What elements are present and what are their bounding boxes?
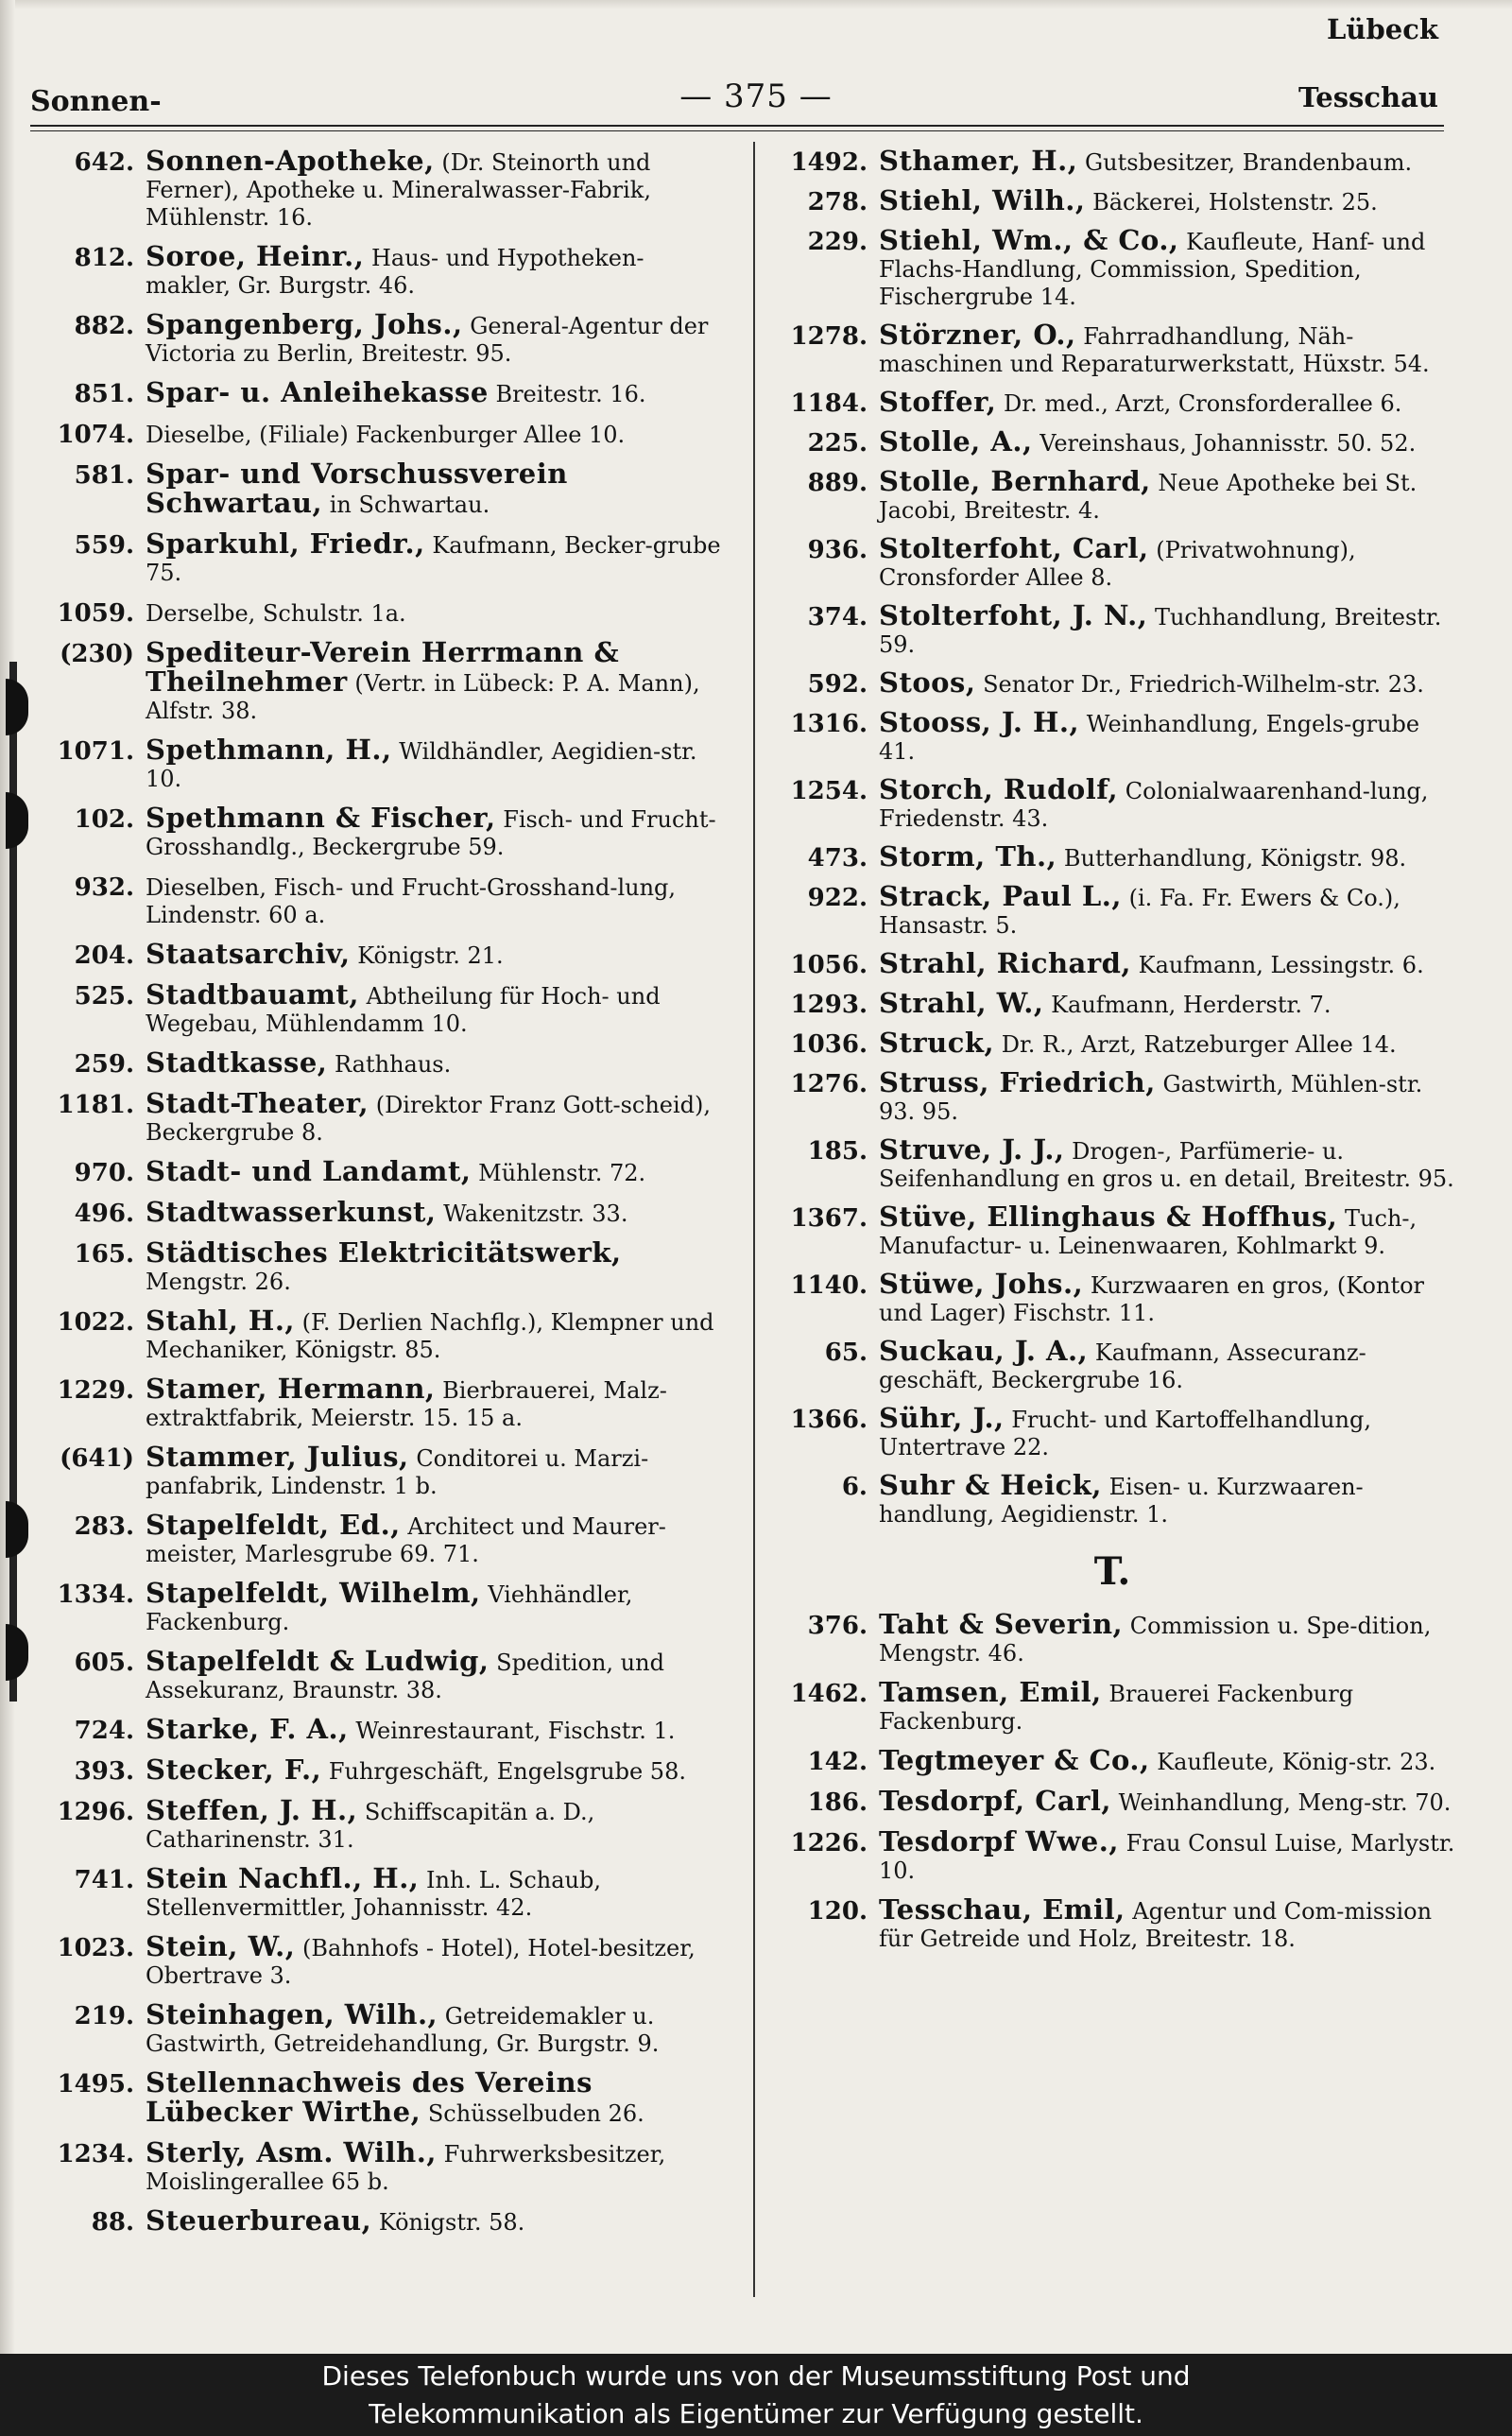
entry-details: in Schwartau. <box>329 492 490 518</box>
entry-name: Stadt-Theater, <box>146 1087 369 1119</box>
entry-name: Steuerbureau, <box>146 2204 372 2237</box>
entry-name: Stein Nachfl., H., <box>146 1862 420 1894</box>
entry-name: Stapelfeldt, Ed., <box>146 1509 401 1541</box>
entry-name: Stein, W., <box>146 1930 296 1962</box>
entry-name: Stoos, <box>879 666 976 699</box>
phone-number: 932. <box>74 873 134 902</box>
entry-details: Abtheilung für Hoch- und Wegebau, Mühlendamm 10. <box>146 983 661 1037</box>
entry-details: Mühlenstr. 72. <box>478 1160 646 1186</box>
phone-number: 970. <box>74 1159 134 1187</box>
directory-entry <box>34 2204 724 2237</box>
column-divider <box>753 142 755 2297</box>
entry-name: Tegtmeyer & Co., <box>879 1744 1150 1776</box>
phone-number: 1022. <box>57 1308 134 1337</box>
phone-number: 278. <box>807 188 868 216</box>
entry-details: Spedition, und Assekuranz, Braunstr. 38. <box>146 1650 664 1703</box>
entry-details: Gutsbesitzer, Brandenbaum. <box>1084 149 1413 176</box>
directory-entry <box>767 425 1457 458</box>
entry-name: Sparkuhl, Friedr., <box>146 527 425 560</box>
entry-details: Kurzwaaren en gros, (Kontor und Lager) Fischstr. 11. <box>879 1272 1425 1326</box>
phone-number: 1074. <box>57 421 134 449</box>
directory-entry <box>34 147 724 232</box>
directory-entry <box>34 636 724 725</box>
entry-name: Staatsarchiv, <box>146 938 351 970</box>
entry-name: Sonnen-Apotheke, <box>146 145 435 177</box>
entry-details: Königstr. 21. <box>357 942 504 969</box>
phone-number: 186. <box>807 1788 868 1817</box>
directory-entry <box>767 147 1457 177</box>
entry-details: Fuhrgeschäft, Engelsgrube 58. <box>328 1758 686 1785</box>
phone-number: 120. <box>807 1897 868 1926</box>
directory-entry <box>34 1794 724 1854</box>
phone-number: 473. <box>807 844 868 872</box>
phone-number: 283. <box>74 1512 134 1541</box>
directory-entry <box>767 1744 1457 1776</box>
entry-details: Derselbe, Schulstr. 1a. <box>146 600 406 627</box>
entry-name: Stolterfoht, J. N., <box>879 599 1148 631</box>
right-column <box>767 147 1457 1964</box>
entry-details: Dr. med., Arzt, Cronsforderallee 6. <box>1004 390 1402 417</box>
binding-hole <box>6 679 28 735</box>
entry-details: Frau Consul Luise, Marlystr. 10. <box>879 1830 1455 1884</box>
directory-entry <box>767 1893 1457 1953</box>
phone-number: 851. <box>74 380 134 408</box>
directory-entry <box>767 947 1457 979</box>
phone-number: 882. <box>74 312 134 340</box>
directory-entry <box>34 1930 724 1990</box>
directory-entry <box>34 460 724 519</box>
directory-entry <box>34 1196 724 1228</box>
phone-number: 204. <box>74 942 134 970</box>
entry-name: Stolterfoht, Carl, <box>879 532 1149 564</box>
directory-entry <box>34 804 724 861</box>
entry-details: Kaufmann, Herderstr. 7. <box>1051 992 1332 1018</box>
phone-number: 1023. <box>57 1934 134 1962</box>
section-heading-t: T. <box>1093 1549 1131 1594</box>
entry-name: Storch, Rudolf, <box>879 773 1119 805</box>
directory-entry <box>767 1402 1457 1461</box>
directory-entry <box>767 1029 1457 1059</box>
directory-entry <box>34 1155 724 1187</box>
phone-number: 229. <box>807 228 868 256</box>
phone-number: 642. <box>74 148 134 177</box>
entry-details: Fisch- und Frucht-Grosshandlg., Beckergrube 59. <box>146 806 716 860</box>
entry-name: Soroe, Heinr., <box>146 240 365 272</box>
directory-entry <box>767 773 1457 833</box>
phone-number: 142. <box>807 1748 868 1776</box>
directory-entry <box>34 1862 724 1922</box>
header-rule <box>30 125 1444 127</box>
phone-number: 165. <box>74 1240 134 1269</box>
entry-name: Spethmann, H., <box>146 734 392 766</box>
entry-details: Neue Apotheke bei St. Jacobi, Breitestr. 4. <box>879 470 1418 524</box>
entry-details: (Dr. Steinorth und Ferner), Apotheke u. Mineralwasser-Fabrik, Mühlenstr. 16. <box>146 149 651 231</box>
entry-details: General-Agentur der Victoria zu Berlin, Breitestr. 95. <box>146 313 709 367</box>
entry-name: Struss, Friedrich, <box>879 1066 1156 1098</box>
phone-number: (230) <box>60 640 134 668</box>
phone-number: 1059. <box>57 599 134 628</box>
header-city: Lübeck <box>1327 13 1438 45</box>
entry-details: Butterhandlung, Königstr. 98. <box>1063 845 1407 872</box>
phone-number: 102. <box>74 805 134 834</box>
entry-details: Dr. R., Arzt, Ratzeburger Allee 14. <box>1001 1031 1397 1058</box>
directory-entry <box>767 386 1457 418</box>
entry-name: Stoffer, <box>879 386 997 418</box>
entry-name: Stüwe, Johs., <box>879 1268 1084 1300</box>
phone-number: 724. <box>74 1717 134 1745</box>
entry-details: Agentur und Com-mission für Getreide und Holz, Breitestr. 18. <box>879 1898 1433 1952</box>
directory-entry <box>767 880 1457 940</box>
directory-entry <box>34 1998 724 2058</box>
right-column-t-entries <box>767 1608 1457 1953</box>
directory-entry <box>767 1785 1457 1817</box>
phone-number: 1316. <box>790 710 868 738</box>
entry-details: Bierbrauerei, Malz-extraktfabrik, Meierstr. 15. 15 a. <box>146 1377 667 1431</box>
entry-details: Tuchhandlung, Breitestr. 59. <box>879 604 1442 658</box>
entry-details: Conditorei u. Marzi-panfabrik, Lindenstr. 1 b. <box>146 1445 649 1499</box>
footer-notice <box>0 2354 1512 2436</box>
directory-entry <box>767 1825 1457 1885</box>
phone-number: 259. <box>74 1050 134 1079</box>
phone-number: 88. <box>91 2208 134 2237</box>
phone-number: 1056. <box>790 951 868 979</box>
phone-number: 6. <box>841 1473 868 1501</box>
entry-name: Stahl, H., <box>146 1304 296 1337</box>
directory-entry <box>34 1236 724 1296</box>
phone-number: 1226. <box>790 1829 868 1857</box>
directory-entry <box>34 1713 724 1745</box>
entry-details: Weinhandlung, Engels-grube 41. <box>879 711 1420 765</box>
phone-number: 812. <box>74 244 134 272</box>
phone-number: 185. <box>807 1137 868 1166</box>
entry-name: Stooss, J. H., <box>879 706 1080 738</box>
entry-details: Tuch-, Manufactur- u. Leinenwaaren, Kohlmarkt 9. <box>879 1205 1418 1259</box>
entry-name: Taht & Severin, <box>879 1608 1124 1640</box>
header-left-word: Sonnen- <box>30 85 162 118</box>
directory-entry <box>767 1335 1457 1394</box>
phone-number: 1492. <box>790 148 868 177</box>
entry-name: Stecker, F., <box>146 1754 322 1786</box>
entry-details: Vereinshaus, Johannisstr. 50. 52. <box>1040 430 1417 457</box>
directory-entry <box>34 1443 724 1500</box>
entry-details: Wildhändler, Aegidien-str. 10. <box>146 738 697 792</box>
entry-details: Viehhändler, Fackenburg. <box>146 1581 633 1635</box>
entry-name: Stadt- und Landamt, <box>146 1155 472 1187</box>
phone-number: 376. <box>807 1612 868 1640</box>
left-column <box>34 147 724 2248</box>
directory-entry <box>34 1087 724 1147</box>
entry-name: Sühr, J., <box>879 1402 1005 1434</box>
entry-name: Störzner, O., <box>879 319 1076 351</box>
directory-entry <box>767 1608 1457 1667</box>
entry-name: Spar- und Vorschussverein Schwartau, <box>146 458 568 519</box>
directory-entry <box>34 938 724 970</box>
phone-number: 1278. <box>790 322 868 351</box>
directory-entry <box>767 1270 1457 1327</box>
entry-name: Steffen, J. H., <box>146 1794 358 1826</box>
entry-details: Fahrradhandlung, Näh-maschinen und Reparaturwerkstatt, Hüxstr. 54. <box>879 323 1430 377</box>
page-top-edge <box>0 0 1512 9</box>
entry-details: Eisen- u. Kurzwaaren-handlung, Aegidienstr. 1. <box>879 1474 1364 1528</box>
phone-number: 592. <box>807 670 868 699</box>
directory-entry <box>767 1469 1457 1529</box>
phone-number: 525. <box>74 982 134 1011</box>
entry-details: Senator Dr., Friedrich-Wilhelm-str. 23. <box>983 671 1424 698</box>
entry-details: Kaufleute, König-str. 23. <box>1157 1749 1436 1775</box>
entry-name: Sterly, Asm. Wilh., <box>146 2136 437 2168</box>
entry-details: (F. Derlien Nachflg.), Klempner und Mechaniker, Königstr. 85. <box>146 1309 714 1363</box>
entry-name: Tesdorpf Wwe., <box>879 1825 1119 1857</box>
entry-name: Stellennachweis des Vereins Lübecker Wirthe, <box>146 2066 593 2128</box>
directory-entry <box>767 532 1457 592</box>
phone-number: 1293. <box>790 991 868 1019</box>
directory-entry <box>34 598 724 628</box>
entry-name: Stadtkasse, <box>146 1046 328 1079</box>
directory-entry <box>34 420 724 449</box>
entry-name: Stadtwasserkunst, <box>146 1196 437 1228</box>
entry-details: (Privatwohnung), Cronsforder Allee 8. <box>879 537 1356 591</box>
directory-entry <box>767 1133 1457 1193</box>
directory-entry <box>34 527 724 587</box>
phone-number: 1367. <box>790 1204 868 1233</box>
phone-number: 922. <box>807 884 868 912</box>
directory-entry <box>767 666 1457 699</box>
entry-details: Dieselbe, (Filiale) Fackenburger Allee 10. <box>146 422 626 448</box>
directory-entry <box>34 1577 724 1636</box>
entry-details: Kaufmann, Lessingstr. 6. <box>1138 952 1424 978</box>
directory-entry <box>34 1375 724 1432</box>
directory-entry <box>767 599 1457 659</box>
directory-entry <box>34 736 724 793</box>
entry-details: Architect und Maurer-meister, Marlesgrube 69. 71. <box>146 1513 666 1567</box>
directory-entry <box>34 1304 724 1364</box>
directory-entry <box>767 224 1457 311</box>
directory-entry <box>34 872 724 929</box>
entry-name: Stapelfeldt & Ludwig, <box>146 1645 490 1677</box>
phone-number: 1234. <box>57 2140 134 2168</box>
entry-name: Spar- u. Anleihekasse <box>146 376 489 408</box>
entry-details: Schiffscapitän a. D., Catharinenstr. 31. <box>146 1799 595 1853</box>
directory-entry <box>767 465 1457 525</box>
directory-entry <box>34 308 724 368</box>
phone-number: 1184. <box>790 389 868 418</box>
directory-entry <box>34 376 724 408</box>
directory-entry <box>767 321 1457 378</box>
entry-name: Strack, Paul L., <box>879 880 1122 912</box>
entry-name: Stapelfeldt, Wilhelm, <box>146 1577 481 1609</box>
entry-details: Frucht- und Kartoffelhandlung, Untertrave 22. <box>879 1407 1371 1460</box>
phone-number: (641) <box>60 1444 134 1473</box>
directory-entry <box>767 1676 1457 1736</box>
directory-entry <box>767 840 1457 872</box>
entry-details: Fuhrwerksbesitzer, Moislingerallee 65 b. <box>146 2141 666 2195</box>
entry-name: Strahl, W., <box>879 987 1044 1019</box>
entry-details: (Bahnhofs - Hotel), Hotel-besitzer, Obertrave 3. <box>146 1935 696 1989</box>
entry-name: Stüve, Ellinghaus & Hoffhus, <box>879 1201 1338 1233</box>
phone-number: 1181. <box>57 1091 134 1119</box>
entry-details: Königstr. 58. <box>378 2209 525 2236</box>
entry-name: Steinhagen, Wilh., <box>146 1998 438 2030</box>
entry-name: Stamer, Hermann, <box>146 1373 436 1405</box>
entry-details: Drogen-, Parfümerie- u. Seifenhandlung en gros u. en detail, Breitestr. 95. <box>879 1138 1454 1192</box>
entry-name: Storm, Th., <box>879 840 1057 872</box>
phone-number: 65. <box>824 1339 868 1367</box>
binding-hole <box>6 792 28 849</box>
entry-details: Schüsselbuden 26. <box>427 2100 644 2127</box>
phone-number: 225. <box>807 429 868 458</box>
directory-entry <box>34 240 724 300</box>
entry-details: Dieselben, Fisch- und Frucht-Grosshand-lung, Lindenstr. 60 a. <box>146 874 677 928</box>
footer-line-2: Telekommunikation als Eigentümer zur Verfügung gestellt. <box>369 2398 1143 2429</box>
phone-number: 889. <box>807 469 868 497</box>
entry-name: Tesschau, Emil, <box>879 1893 1125 1926</box>
entry-name: Spangenberg, Johs., <box>146 308 463 340</box>
phone-number: 1366. <box>790 1406 868 1434</box>
directory-entry <box>767 987 1457 1019</box>
entry-name: Suhr & Heick, <box>879 1469 1102 1501</box>
phone-number: 496. <box>74 1200 134 1228</box>
entry-name: Stadtbauamt, <box>146 978 359 1011</box>
entry-name: Starke, F. A., <box>146 1713 349 1745</box>
entry-name: Spethmann & Fischer, <box>146 802 496 834</box>
entry-details: Kaufleute, Hanf- und Flachs-Handlung, Commission, Spedition, Fischergrube 14. <box>879 229 1426 310</box>
entry-details: Brauerei Fackenburg Fackenburg. <box>879 1681 1354 1735</box>
directory-entry <box>34 2136 724 2196</box>
right-column-s-entries <box>767 147 1457 1529</box>
phone-number: 1296. <box>57 1798 134 1826</box>
entry-details: (Vertr. in Lübeck: P. A. Mann), Alfstr. 38. <box>146 670 700 724</box>
entry-details: Commission u. Spe-dition, Mengstr. 46. <box>879 1613 1432 1667</box>
page-number: — 375 — <box>679 78 833 115</box>
phone-number: 605. <box>74 1649 134 1677</box>
entry-name: Tesdorpf, Carl, <box>879 1785 1111 1817</box>
entry-details: Kaufmann, Assecuranz-geschäft, Beckergrube 16. <box>879 1339 1366 1393</box>
phone-number: 374. <box>807 603 868 631</box>
entry-name: Stammer, Julius, <box>146 1441 409 1473</box>
entry-name: Struve, J. J., <box>879 1133 1065 1166</box>
entry-details: Getreidemakler u. Gastwirth, Getreidehandlung, Gr. Burgstr. 9. <box>146 2003 660 2057</box>
entry-details: Haus- und Hypotheken-makler, Gr. Burgstr. 46. <box>146 245 644 299</box>
phone-number: 1036. <box>790 1030 868 1059</box>
entry-details: Inh. L. Schaub, Stellenvermittler, Johannisstr. 42. <box>146 1867 601 1921</box>
phone-number: 1495. <box>57 2070 134 2099</box>
phone-number: 1229. <box>57 1376 134 1405</box>
entry-details: Colonialwaarenhand-lung, Friedenstr. 43. <box>879 778 1429 832</box>
directory-entry <box>34 1756 724 1786</box>
phone-number: 219. <box>74 2002 134 2030</box>
phone-number: 1462. <box>790 1680 868 1708</box>
entry-details: Wakenitzstr. 33. <box>443 1201 628 1227</box>
directory-entry <box>767 1066 1457 1126</box>
directory-entry <box>34 978 724 1038</box>
phone-number: 559. <box>74 531 134 560</box>
phone-number: 1276. <box>790 1070 868 1098</box>
entry-name: Stolle, Bernhard, <box>879 465 1151 497</box>
directory-entry <box>767 1203 1457 1260</box>
footer-line-1: Dieses Telefonbuch wurde uns von der Museumsstiftung Post und <box>321 2360 1191 2392</box>
phone-number: 393. <box>74 1757 134 1786</box>
phone-number: 936. <box>807 536 868 564</box>
entry-details: Bäckerei, Holstenstr. 25. <box>1092 189 1378 216</box>
entry-details: (Direktor Franz Gott-scheid), Beckergrube 8. <box>146 1092 712 1146</box>
directory-entry <box>34 2066 724 2128</box>
entry-details: Rathhaus. <box>335 1051 452 1078</box>
binding-hole <box>6 1501 28 1558</box>
entry-name: Tamsen, Emil, <box>879 1676 1102 1708</box>
directory-entry <box>767 184 1457 216</box>
entry-name: Spediteur-Verein Herrmann & Theilnehmer <box>146 636 620 698</box>
phone-number: 1254. <box>790 777 868 805</box>
header-rule-thin <box>30 130 1444 131</box>
phone-number: 741. <box>74 1866 134 1894</box>
phone-number: 581. <box>74 461 134 490</box>
directory-entry <box>34 1509 724 1568</box>
phone-number: 1140. <box>790 1271 868 1300</box>
entry-details: Breitestr. 16. <box>495 381 646 407</box>
entry-name: Städtisches Elektricitätswerk, <box>146 1236 622 1269</box>
directory-entry <box>767 706 1457 766</box>
entry-name: Stiehl, Wilh., <box>879 184 1086 216</box>
entry-details: Weinhandlung, Meng-str. 70. <box>1118 1789 1452 1816</box>
entry-name: Suckau, J. A., <box>879 1335 1089 1367</box>
entry-name: Stiehl, Wm., & Co., <box>879 224 1179 256</box>
binding-hole <box>6 1624 28 1681</box>
entry-details: Gastwirth, Mühlen-str. 93. 95. <box>879 1071 1423 1125</box>
entry-name: Sthamer, H., <box>879 145 1078 177</box>
entry-name: Strahl, Richard, <box>879 947 1132 979</box>
entry-details: Mengstr. 26. <box>146 1269 291 1295</box>
phone-number: 1334. <box>57 1581 134 1609</box>
entry-details: Kaufmann, Becker-grube 75. <box>146 532 721 586</box>
entry-details: Weinrestaurant, Fischstr. 1. <box>355 1718 676 1744</box>
header-right-word: Tesschau <box>1298 81 1438 113</box>
entry-name: Struck, <box>879 1027 995 1059</box>
entry-details: (i. Fa. Fr. Ewers & Co.), Hansastr. 5. <box>879 885 1400 939</box>
directory-entry <box>34 1645 724 1704</box>
directory-entry <box>34 1046 724 1079</box>
entry-name: Stolle, A., <box>879 425 1033 458</box>
phone-number: 1071. <box>57 737 134 766</box>
